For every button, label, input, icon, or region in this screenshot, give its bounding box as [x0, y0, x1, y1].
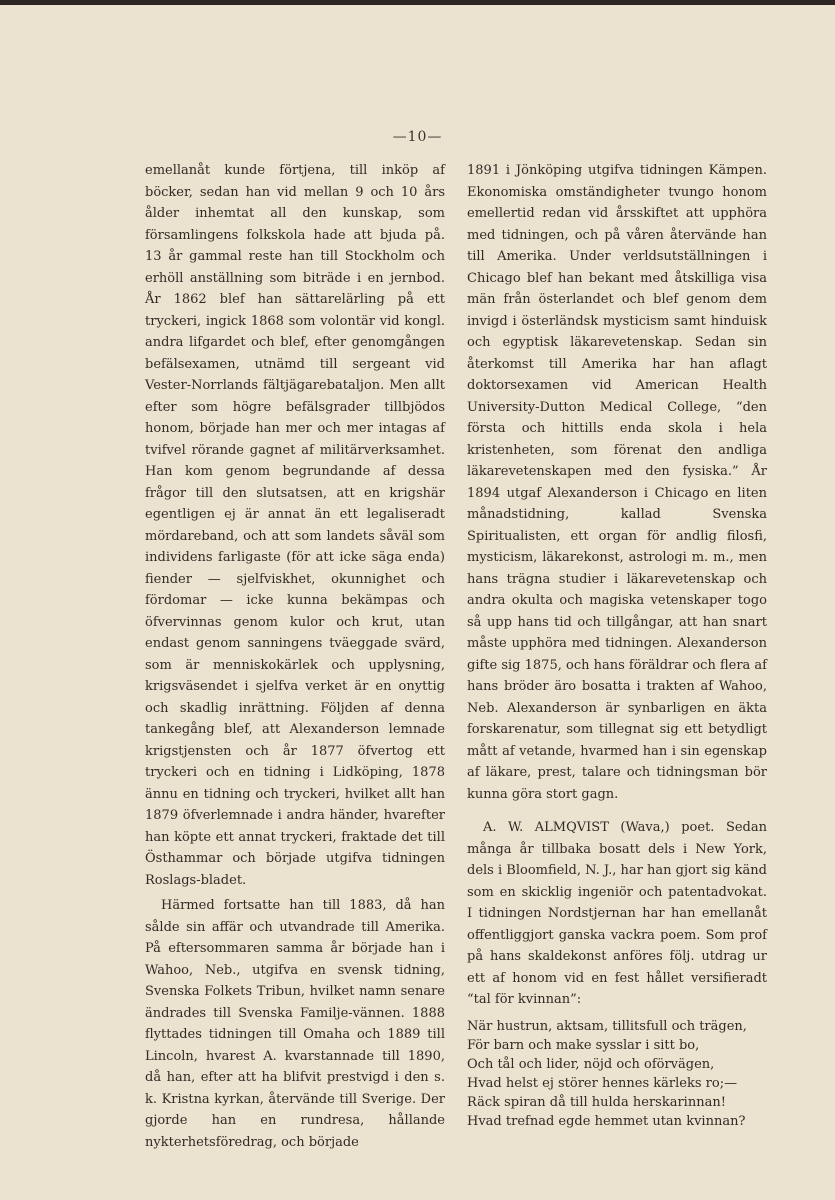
poem-line: När hustrun, aktsam, tillitsfull och trägen, [467, 1018, 747, 1034]
poem-line: Räck spiran då till hulda herskarinnan! [467, 1094, 726, 1110]
right-column [467, 160, 767, 1131]
poem-line: Hvad helst ej störer hennes kärleks ro;— [467, 1075, 738, 1091]
paragraph: 1891 i Jönköping utgifva tidningen Kämpen. Ekonomiska omständigheter tvungo honom emellertid redan vid årsskiftet att upphöra med tidningen, och på våren återvände han till Amerika. Under verldsutställningen i Chicago blef han bekant med åtskilliga visa män från österlandet och blef genom dem invigd i österländsk mysticism samt hinduisk och egyptisk läkarevetenskap. Sedan sin återkomst till Amerika har han aflagt doktorsexamen vid American Health University-Dutton Medical College, “den första och hittills enda skola i hela kristenheten, som förenat den andliga läkarevetenskapen med den fysiska.” År 1894 utgaf Alexanderson i Chicago en liten månadstidning, kallad Svenska Spiritualisten, ett organ för andlig filosfi, mysticism, läkarekonst, astrologi m. m., men hans trägna studier i läkarevetenskap och andra okulta och magiska vetenskaper togo så upp hans tid och tillgångar, att han snart måste upphöra med tidningen. Alexanderson gifte sig 1875, och hans föräldrar och flera af hans bröder äro bosatta i trakten af Wahoo, Neb. Alexanderson är synbarligen en äkta forskarenatur, som tillegnat sig ett betydligt mått af vetande, hvarmed han i sin egenskap af läkare, prest, talare och tidningsman bör kunna göra stort gagn. [467, 163, 767, 802]
poem-line: Hvad trefnad egde hemmet utan kvinnan? [467, 1113, 746, 1129]
poem-line: Och tål och lider, nöjd och oförvägen, [467, 1056, 715, 1072]
paragraph: Härmed fortsatte han till 1883, då han sålde sin affär och utvandrade till Amerika. På eftersommaren samma år började han i Wahoo, Neb., utgifva en svensk tidning, Svenska Folkets Tribun, hvilket namn senare ändrades till Svenska Familje-vännen. 1888 flyttades tidningen till Omaha och 1889 till Lincoln, hvarest A. kvarstannade till 1890, då han, efter att ha blifvit prestvigd i den s. k. Kristna kyrkan, återvände till Sverige. Der gjorde han en rundresa, hållande nykterhetsföredrag, och började [145, 898, 445, 1150]
paragraph-almqvist: A. W. ALMQVIST (Wava,) poet. Sedan många år tillbaka bosatt dels i New York, dels i Bloomfield, N. J., har han gjort sig känd som en skicklig ingeniör och patentadvokat. I tidningen Nordstjernan har han emellanåt offentliggjort ganska vackra poem. Som prof på hans skaldekonst anföres följ. utdrag ur ett af honom vid en fest hållet versifieradt “tal för kvinnan”: [467, 820, 767, 1007]
poem-line: För barn och make sysslar i sitt bo, [467, 1037, 700, 1053]
paragraph: emellanåt kunde förtjena, till inköp af böcker, sedan han vid mellan 9 och 10 års ålder inhemtat all den kunskap, som församlingens folkskola hade att bjuda på. 13 år gammal reste han till Stockholm och erhöll anställning som biträde i en jernbod. År 1862 blef han sättarelärling på ett tryckeri, ingick 1868 som volontär vid kongl. andra lifgardet och blef, efter genomgången befälsexamen, utnämd till sergeant vid Vester-Norrlands fältjägarebataljon. Men allt efter som högre befälsgrader tillbjödos honom, började han mer och mer intagas af tvifvel rörande gagnet af militärverksamhet. Han kom genom begrundande af dessa frågor till den slutsatsen, att en krigshär egentligen ej är annat än ett legaliseradt mördareband, och att som landets såväl som individens farligaste (för att icke säga enda) fiender — sjelfviskhet, okunnighet och fördomar — icke kunna bekämpas och öfvervinnas genom kulor och krut, utan endast genom sanningens tväeggade svärd, som är menniskokärlek och upplysning, krigsväsendet i sjelfva verket är en onyttig och skadlig inrättning. Följden af denna tankegång blef, att Alexanderson lemnade krigstjensten och år 1877 öfvertog ett tryckeri och en tidning i Lidköping, 1878 ännu en tidning och tryckeri, hvilket allt han 1879 öfverlemnade i andra händer, hvarefter han köpte ett annat tryckeri, fraktade det till Östhammar och började utgifva tidningen Roslags-bladet. [145, 163, 445, 888]
poem-excerpt [467, 1017, 767, 1131]
page-number: —10— [392, 129, 443, 145]
top-edge-bar [0, 0, 835, 5]
left-column [145, 160, 445, 1153]
